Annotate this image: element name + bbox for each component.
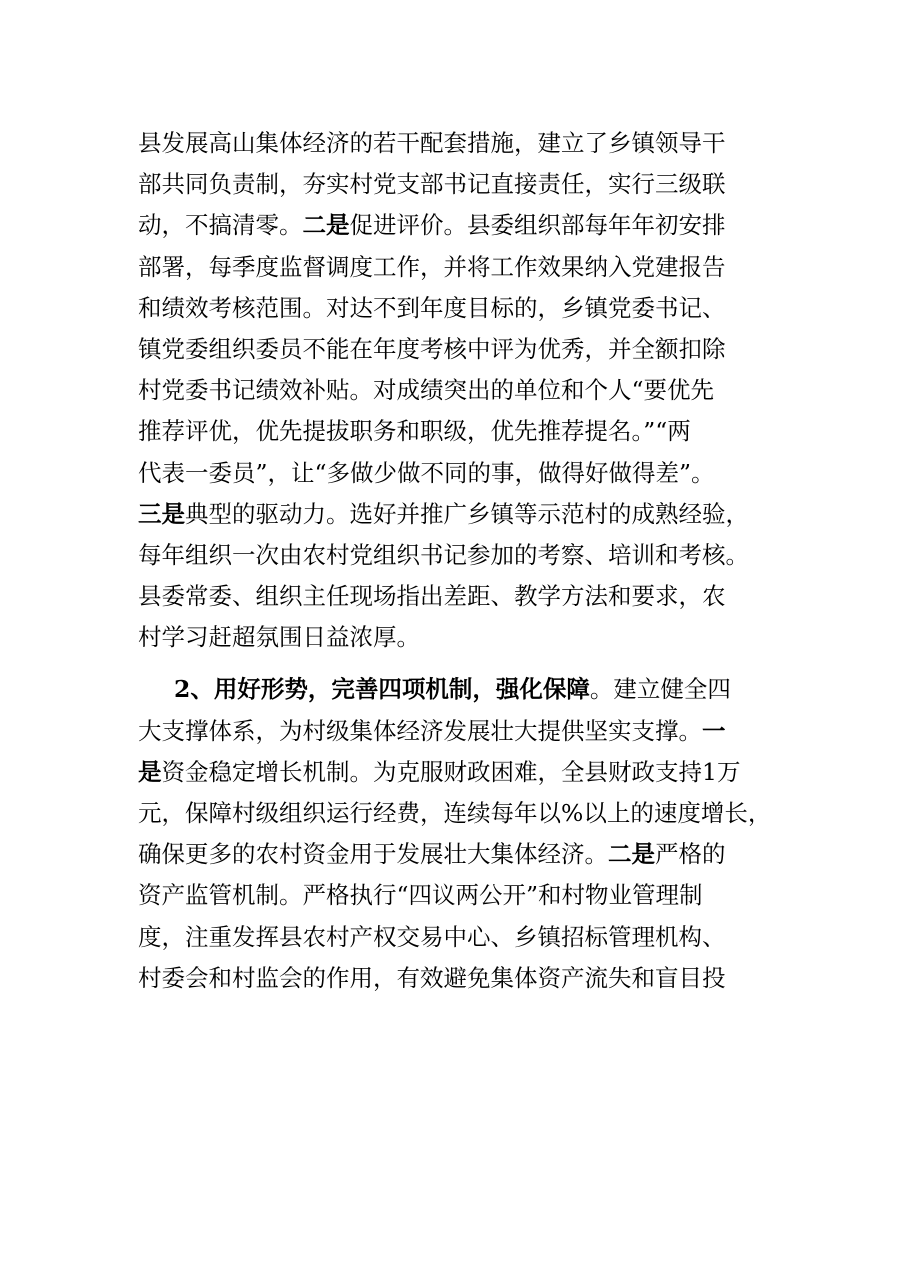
- text-line: 县委常委、组织主任现场指出差距、教学方法和要求，农: [138, 582, 726, 611]
- text-line: 三是典型的驱动力。选好并推广乡镇等示范村的成熟经验，: [138, 499, 749, 528]
- text-line: 镇党委组织委员不能在年度考核中评为优秀，并全额扣除: [138, 334, 726, 363]
- bold-marker: 二是: [302, 211, 350, 240]
- bold-marker: 是: [138, 757, 162, 786]
- text-line: 村党委书记绩效补贴。对成绩突出的单位和个人“要优先: [138, 376, 715, 405]
- text-line: 村学习赶超氛围日益浓厚。: [138, 623, 420, 652]
- text-line: 是资金稳定增长机制。为克服财政困难，全县财政支持1万: [138, 757, 741, 786]
- bold-marker: 三是: [138, 499, 185, 528]
- section-heading: 2、用好形势，完善四项机制，强化保障: [174, 675, 590, 704]
- paragraph-gap: [138, 658, 778, 669]
- text-line: 元，保障村级组织运行经费，连续每年以%以上的速度增长，: [138, 799, 772, 827]
- text-line: 代表一委员”，让“多做少做不同的事，做得好做得差”。: [138, 458, 715, 487]
- text-line: 部共同负责制，夯实村党支部书记直接责任，实行三级联: [138, 170, 726, 199]
- bold-marker: 二是: [608, 840, 655, 869]
- text-line: 确保更多的农村资金用于发展壮大集体经济。二是严格的: [138, 840, 726, 869]
- text-line: 资产监管机制。严格执行“四议两公开”和村物业管理制: [138, 881, 703, 910]
- text-line: 动，不搞清零。二是促进评价。县委组织部每年年初安排: [138, 211, 726, 240]
- text-line: 2、用好形势，完善四项机制，强化保障。建立健全四: [174, 675, 731, 704]
- text-line: 大支撑体系，为村级集体经济发展壮大提供坚实支撑。一: [138, 716, 726, 745]
- text-line: 部署，每季度监督调度工作，并将工作效果纳入党建报告: [138, 252, 726, 281]
- text-line: 县发展高山集体经济的若干配套措施，建立了乡镇领导干: [138, 129, 726, 157]
- text-line: 和绩效考核范围。对达不到年度目标的，乡镇党委书记、: [138, 293, 726, 322]
- text-line: 推荐评优，优先提拔职务和职级，优先推荐提名。”“两: [138, 417, 691, 446]
- body-text: [138, 123, 778, 999]
- bold-marker: 一: [702, 716, 726, 745]
- text-line: 村委会和村监会的作用，有效避免集体资产流失和盲目投: [138, 963, 726, 992]
- text-line: 每年组织一次由农村党组织书记参加的考察、培训和考核。: [138, 540, 749, 569]
- text-line: 度，注重发挥县农村产权交易中心、乡镇招标管理机构、: [138, 922, 726, 951]
